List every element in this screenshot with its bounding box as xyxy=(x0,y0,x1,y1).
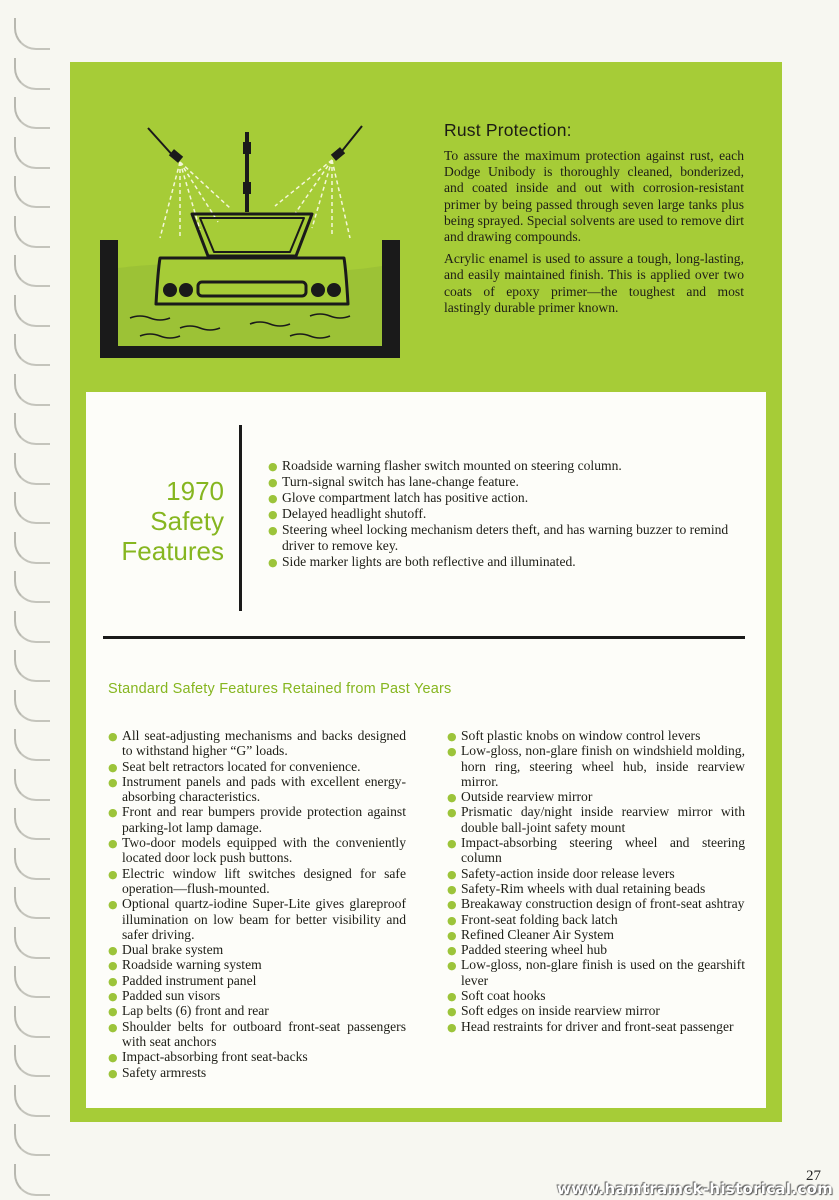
binder-hole xyxy=(14,97,50,129)
list-item xyxy=(445,728,745,743)
list-item-text: Front-seat folding back latch xyxy=(461,911,618,927)
binder-hole xyxy=(14,453,50,485)
bullet-icon: ● xyxy=(447,791,457,805)
bullet-icon: ● xyxy=(108,1051,118,1065)
bullet-icon: ● xyxy=(108,959,118,973)
list-item xyxy=(445,896,745,911)
list-item-text: Shoulder belts for outboard front-seat passengers with seat anchors xyxy=(122,1018,406,1049)
bullet-icon: ● xyxy=(108,806,118,820)
list-item xyxy=(106,835,406,866)
list-item xyxy=(106,1049,406,1064)
list-item-text: Outside rearview mirror xyxy=(461,789,593,805)
list-item xyxy=(106,957,406,972)
list-item-text: Soft edges on inside rearview mirror xyxy=(461,1003,660,1019)
list-item xyxy=(106,973,406,988)
list-item xyxy=(445,866,745,881)
list-item xyxy=(266,522,748,554)
binder-hole xyxy=(14,571,50,603)
binder-hole xyxy=(14,808,50,840)
page-number: 27 xyxy=(806,1168,821,1184)
binder-hole xyxy=(14,966,50,998)
list-item-text: Prismatic day/night inside rearview mirror with double ball-joint safety mount xyxy=(461,804,745,835)
list-item-text: Soft coat hooks xyxy=(461,988,546,1004)
list-item-text: Dual brake system xyxy=(122,942,224,958)
list-item xyxy=(266,490,748,506)
list-item xyxy=(445,927,745,942)
list-item xyxy=(266,474,748,490)
list-item xyxy=(445,804,745,835)
list-item xyxy=(445,942,745,957)
binder-hole xyxy=(14,927,50,959)
binder-hole xyxy=(14,532,50,564)
bullet-icon: ● xyxy=(108,730,118,743)
binder-hole xyxy=(14,216,50,248)
list-item-text: Impact-absorbing front seat-backs xyxy=(122,1049,308,1065)
bullet-icon: ● xyxy=(268,492,278,505)
bullet-icon: ● xyxy=(447,1020,457,1034)
bullet-icon: ● xyxy=(447,730,457,743)
binder-hole xyxy=(14,334,50,366)
list-item xyxy=(106,988,406,1003)
binder-hole xyxy=(14,295,50,327)
safety-features-1970-title xyxy=(104,476,224,566)
bullet-icon: ● xyxy=(108,990,118,1004)
bullet-icon: ● xyxy=(447,1005,457,1019)
list-item-text: Turn-signal switch has lane-change feature. xyxy=(282,474,519,489)
list-item-text: Safety-Rim wheels with dual retaining beads xyxy=(461,880,706,896)
list-item xyxy=(266,554,748,570)
safety-features-1970-list xyxy=(266,458,748,570)
list-item xyxy=(445,743,745,789)
list-item xyxy=(445,988,745,1003)
list-item-text: Soft plastic knobs on window control levers xyxy=(461,728,701,743)
bullet-icon: ● xyxy=(108,1020,118,1034)
list-item-text: Safety armrests xyxy=(122,1064,207,1080)
binder-hole xyxy=(14,137,50,169)
list-item-text: Padded steering wheel hub xyxy=(461,942,608,958)
bullet-icon: ● xyxy=(268,524,278,537)
binder-hole xyxy=(14,1085,50,1117)
rust-protection-title: Rust Protection: xyxy=(444,120,572,140)
list-item-text: Optional quartz-iodine Super-Lite gives glareproof illumination on low beam for better visibility and safer driving. xyxy=(122,896,406,942)
bullet-icon: ● xyxy=(108,837,118,851)
rust-paragraph-1: To assure the maximum protection against rust, each Dodge Unibody is thoroughly cleaned, bonderized, and coated inside and out with corrosion-resistant primer by being passed through seven large tanks plus being sprayed. Special solvents are used to remove dirt and drawing compounds. xyxy=(444,148,744,245)
list-item-text: Low-gloss, non-glare finish on windshield molding, horn ring, steering wheel hub, inside rearview mirror. xyxy=(461,743,745,789)
list-item xyxy=(106,728,406,759)
list-item-text: Padded sun visors xyxy=(122,988,221,1004)
list-item xyxy=(445,912,745,927)
list-item-text: Lap belts (6) front and rear xyxy=(122,1003,269,1019)
bullet-icon: ● xyxy=(447,867,457,881)
rust-paragraph-2: Acrylic enamel is used to assure a tough, long-lasting, and easily maintained finish. This is applied over two coats of epoxy primer—the toughest and most lastingly durable primer known. xyxy=(444,251,744,315)
binder-hole xyxy=(14,769,50,801)
rust-protection-body xyxy=(444,148,744,322)
binder-hole xyxy=(14,176,50,208)
list-item xyxy=(106,1019,406,1050)
bullet-icon: ● xyxy=(447,806,457,820)
bullet-icon: ● xyxy=(268,556,278,569)
bullet-icon: ● xyxy=(108,775,118,789)
bullet-icon: ● xyxy=(447,882,457,896)
binder-hole xyxy=(14,1006,50,1038)
bullet-icon: ● xyxy=(447,898,457,912)
list-item xyxy=(106,774,406,805)
list-item-text: Padded instrument panel xyxy=(122,972,257,988)
list-item xyxy=(266,506,748,522)
binder-hole xyxy=(14,887,50,919)
list-item xyxy=(106,1065,406,1080)
list-item xyxy=(445,881,745,896)
standard-features-title: Standard Safety Features Retained from Past Years xyxy=(108,681,452,697)
list-item xyxy=(445,957,745,988)
bullet-icon: ● xyxy=(108,944,118,958)
title-line-features: Features xyxy=(121,536,224,566)
list-item-text: Refined Cleaner Air System xyxy=(461,926,614,942)
standard-features-right-column xyxy=(445,728,745,1034)
list-item xyxy=(445,835,745,866)
list-item xyxy=(106,804,406,835)
vertical-divider xyxy=(239,425,242,611)
list-item xyxy=(106,942,406,957)
list-item-text: Front and rear bumpers provide protection against parking-lot lamp damage. xyxy=(122,804,406,835)
binder-hole xyxy=(14,18,50,50)
binder-hole xyxy=(14,848,50,880)
bullet-icon: ● xyxy=(447,837,457,851)
list-item-text: Instrument panels and pads with excellent energy-absorbing characteristics. xyxy=(122,773,406,805)
title-line-year: 1970 xyxy=(166,476,224,506)
list-item-text: Roadside warning flasher switch mounted on steering column. xyxy=(282,458,622,473)
binder-hole xyxy=(14,374,50,406)
binder-hole xyxy=(14,690,50,722)
list-item xyxy=(106,896,406,942)
bullet-icon: ● xyxy=(447,944,457,958)
bullet-icon: ● xyxy=(447,959,457,973)
bullet-icon: ● xyxy=(268,476,278,489)
list-item-text: Two-door models equipped with the conveniently located door lock push buttons. xyxy=(122,835,406,866)
binder-hole xyxy=(14,611,50,643)
list-item-text: Side marker lights are both reflective and illuminated. xyxy=(282,554,576,569)
bullet-icon: ● xyxy=(447,990,457,1004)
horizontal-divider xyxy=(103,636,745,639)
binder-hole xyxy=(14,729,50,761)
binder-hole xyxy=(14,413,50,445)
list-item-text: Impact-absorbing steering wheel and steering column xyxy=(461,835,745,866)
binder-hole xyxy=(14,1045,50,1077)
binder-hole xyxy=(14,1124,50,1156)
bullet-icon: ● xyxy=(447,928,457,942)
list-item-text: All seat-adjusting mechanisms and backs designed to withstand higher “G” loads. xyxy=(122,728,406,759)
bullet-icon: ● xyxy=(108,1066,118,1080)
standard-features-left-column xyxy=(106,728,406,1080)
list-item-text: Steering wheel locking mechanism deters theft, and has warning buzzer to remind driver to remove key. xyxy=(282,522,729,553)
bullet-icon: ● xyxy=(447,745,457,759)
list-item-text: Safety-action inside door release levers xyxy=(461,865,675,881)
bullet-icon: ● xyxy=(268,460,278,473)
list-item-text: Low-gloss, non-glare finish is used on the gearshift lever xyxy=(461,957,745,988)
title-line-safety: Safety xyxy=(150,506,224,536)
bullet-icon: ● xyxy=(108,898,118,912)
list-item-text: Delayed headlight shutoff. xyxy=(282,506,427,521)
list-item-text: Roadside warning system xyxy=(122,957,262,973)
list-item xyxy=(445,1019,745,1034)
list-item xyxy=(106,759,406,774)
list-item-text: Breakaway construction design of front-seat ashtray xyxy=(461,896,745,912)
bullet-icon: ● xyxy=(268,508,278,521)
list-item xyxy=(445,1003,745,1018)
list-item xyxy=(445,789,745,804)
list-item xyxy=(266,458,748,474)
list-item xyxy=(106,866,406,897)
list-item-text: Electric window lift switches designed for safe operation—flush-mounted. xyxy=(122,865,406,896)
watermark: www.hamtramck-historical.com xyxy=(557,1180,833,1198)
bullet-icon: ● xyxy=(108,1005,118,1019)
bullet-icon: ● xyxy=(108,867,118,881)
binder-hole xyxy=(14,58,50,90)
binder-hole xyxy=(14,650,50,682)
list-item-text: Glove compartment latch has positive action. xyxy=(282,490,529,505)
bullet-icon: ● xyxy=(108,974,118,988)
list-item-text: Head restraints for driver and front-seat passenger xyxy=(461,1018,734,1034)
car-rust-dip-illustration xyxy=(100,118,400,368)
binder-hole xyxy=(14,255,50,287)
list-item-text: Seat belt retractors located for convenience. xyxy=(122,758,361,774)
binder-hole xyxy=(14,1164,50,1196)
bullet-icon: ● xyxy=(108,760,118,774)
bullet-icon: ● xyxy=(447,913,457,927)
binder-hole xyxy=(14,492,50,524)
list-item xyxy=(106,1003,406,1018)
